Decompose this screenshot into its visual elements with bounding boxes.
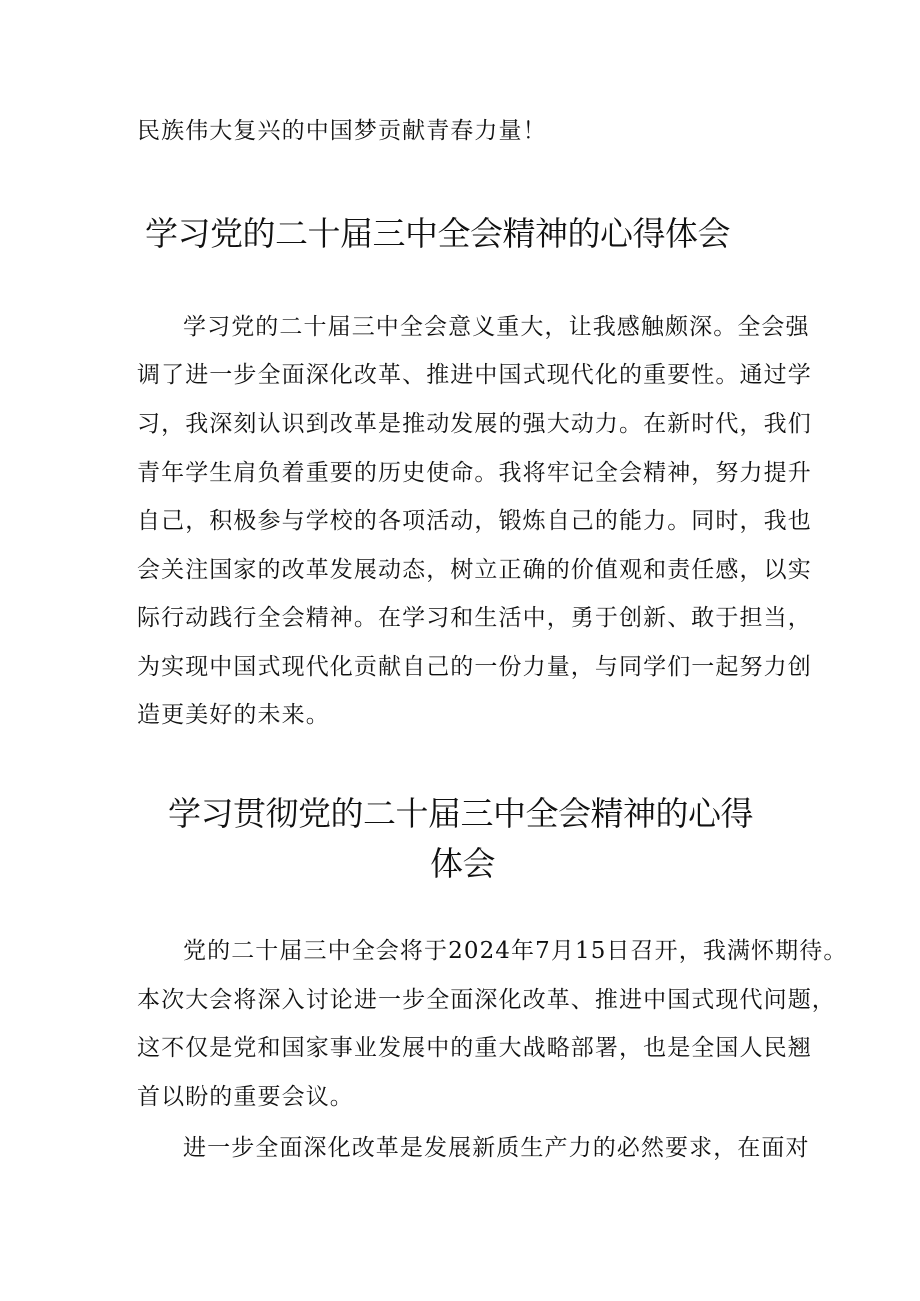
paragraph-line: 会关注国家的改革发展动态，树立正确的价值观和责任感，以实 xyxy=(137,557,812,583)
paragraph-line: 习，我深刻认识到改革是推动发展的强大动力。在新时代，我们 xyxy=(137,411,812,437)
paragraph-line: 这不仅是党和国家事业发展中的重大战略部署，也是全国人民翘 xyxy=(137,1035,812,1061)
section-heading: 学习贯彻党的二十届三中全会精神的心得 xyxy=(168,794,753,833)
paragraph-line: 进一步全面深化改革是发展新质生产力的必然要求，在面对 xyxy=(183,1135,810,1161)
paragraph-line: 学习党的二十届三中全会意义重大，让我感触颇深。全会强 xyxy=(183,314,810,340)
paragraph-line: 党的二十届三中全会将于2024年7月15日召开，我满怀期待。 xyxy=(183,938,848,964)
paragraph-line: 自己，积极参与学校的各项活动，锻炼自己的能力。同时，我也 xyxy=(137,508,812,534)
text-line: 民族伟大复兴的中国梦贡献青春力量！ xyxy=(137,118,547,144)
section-heading: 学习党的二十届三中全会精神的心得体会 xyxy=(145,214,730,253)
paragraph-line: 为实现中国式现代化贡献自己的一份力量，与同学们一起努力创 xyxy=(137,654,812,680)
paragraph-line: 调了进一步全面深化改革、推进中国式现代化的重要性。通过学 xyxy=(137,362,812,388)
paragraph-line: 际行动践行全会精神。在学习和生活中，勇于创新、敢于担当， xyxy=(137,605,812,631)
section-heading-continuation: 体会 xyxy=(430,844,495,883)
paragraph-line: 首以盼的重要会议。 xyxy=(137,1084,354,1110)
paragraph-line: 本次大会将深入讨论进一步全面深化改革、推进中国式现代问题， xyxy=(137,987,836,1013)
paragraph-line: 造更美好的未来。 xyxy=(137,702,330,728)
paragraph-line: 青年学生肩负着重要的历史使命。我将牢记全会精神，努力提升 xyxy=(137,460,812,486)
